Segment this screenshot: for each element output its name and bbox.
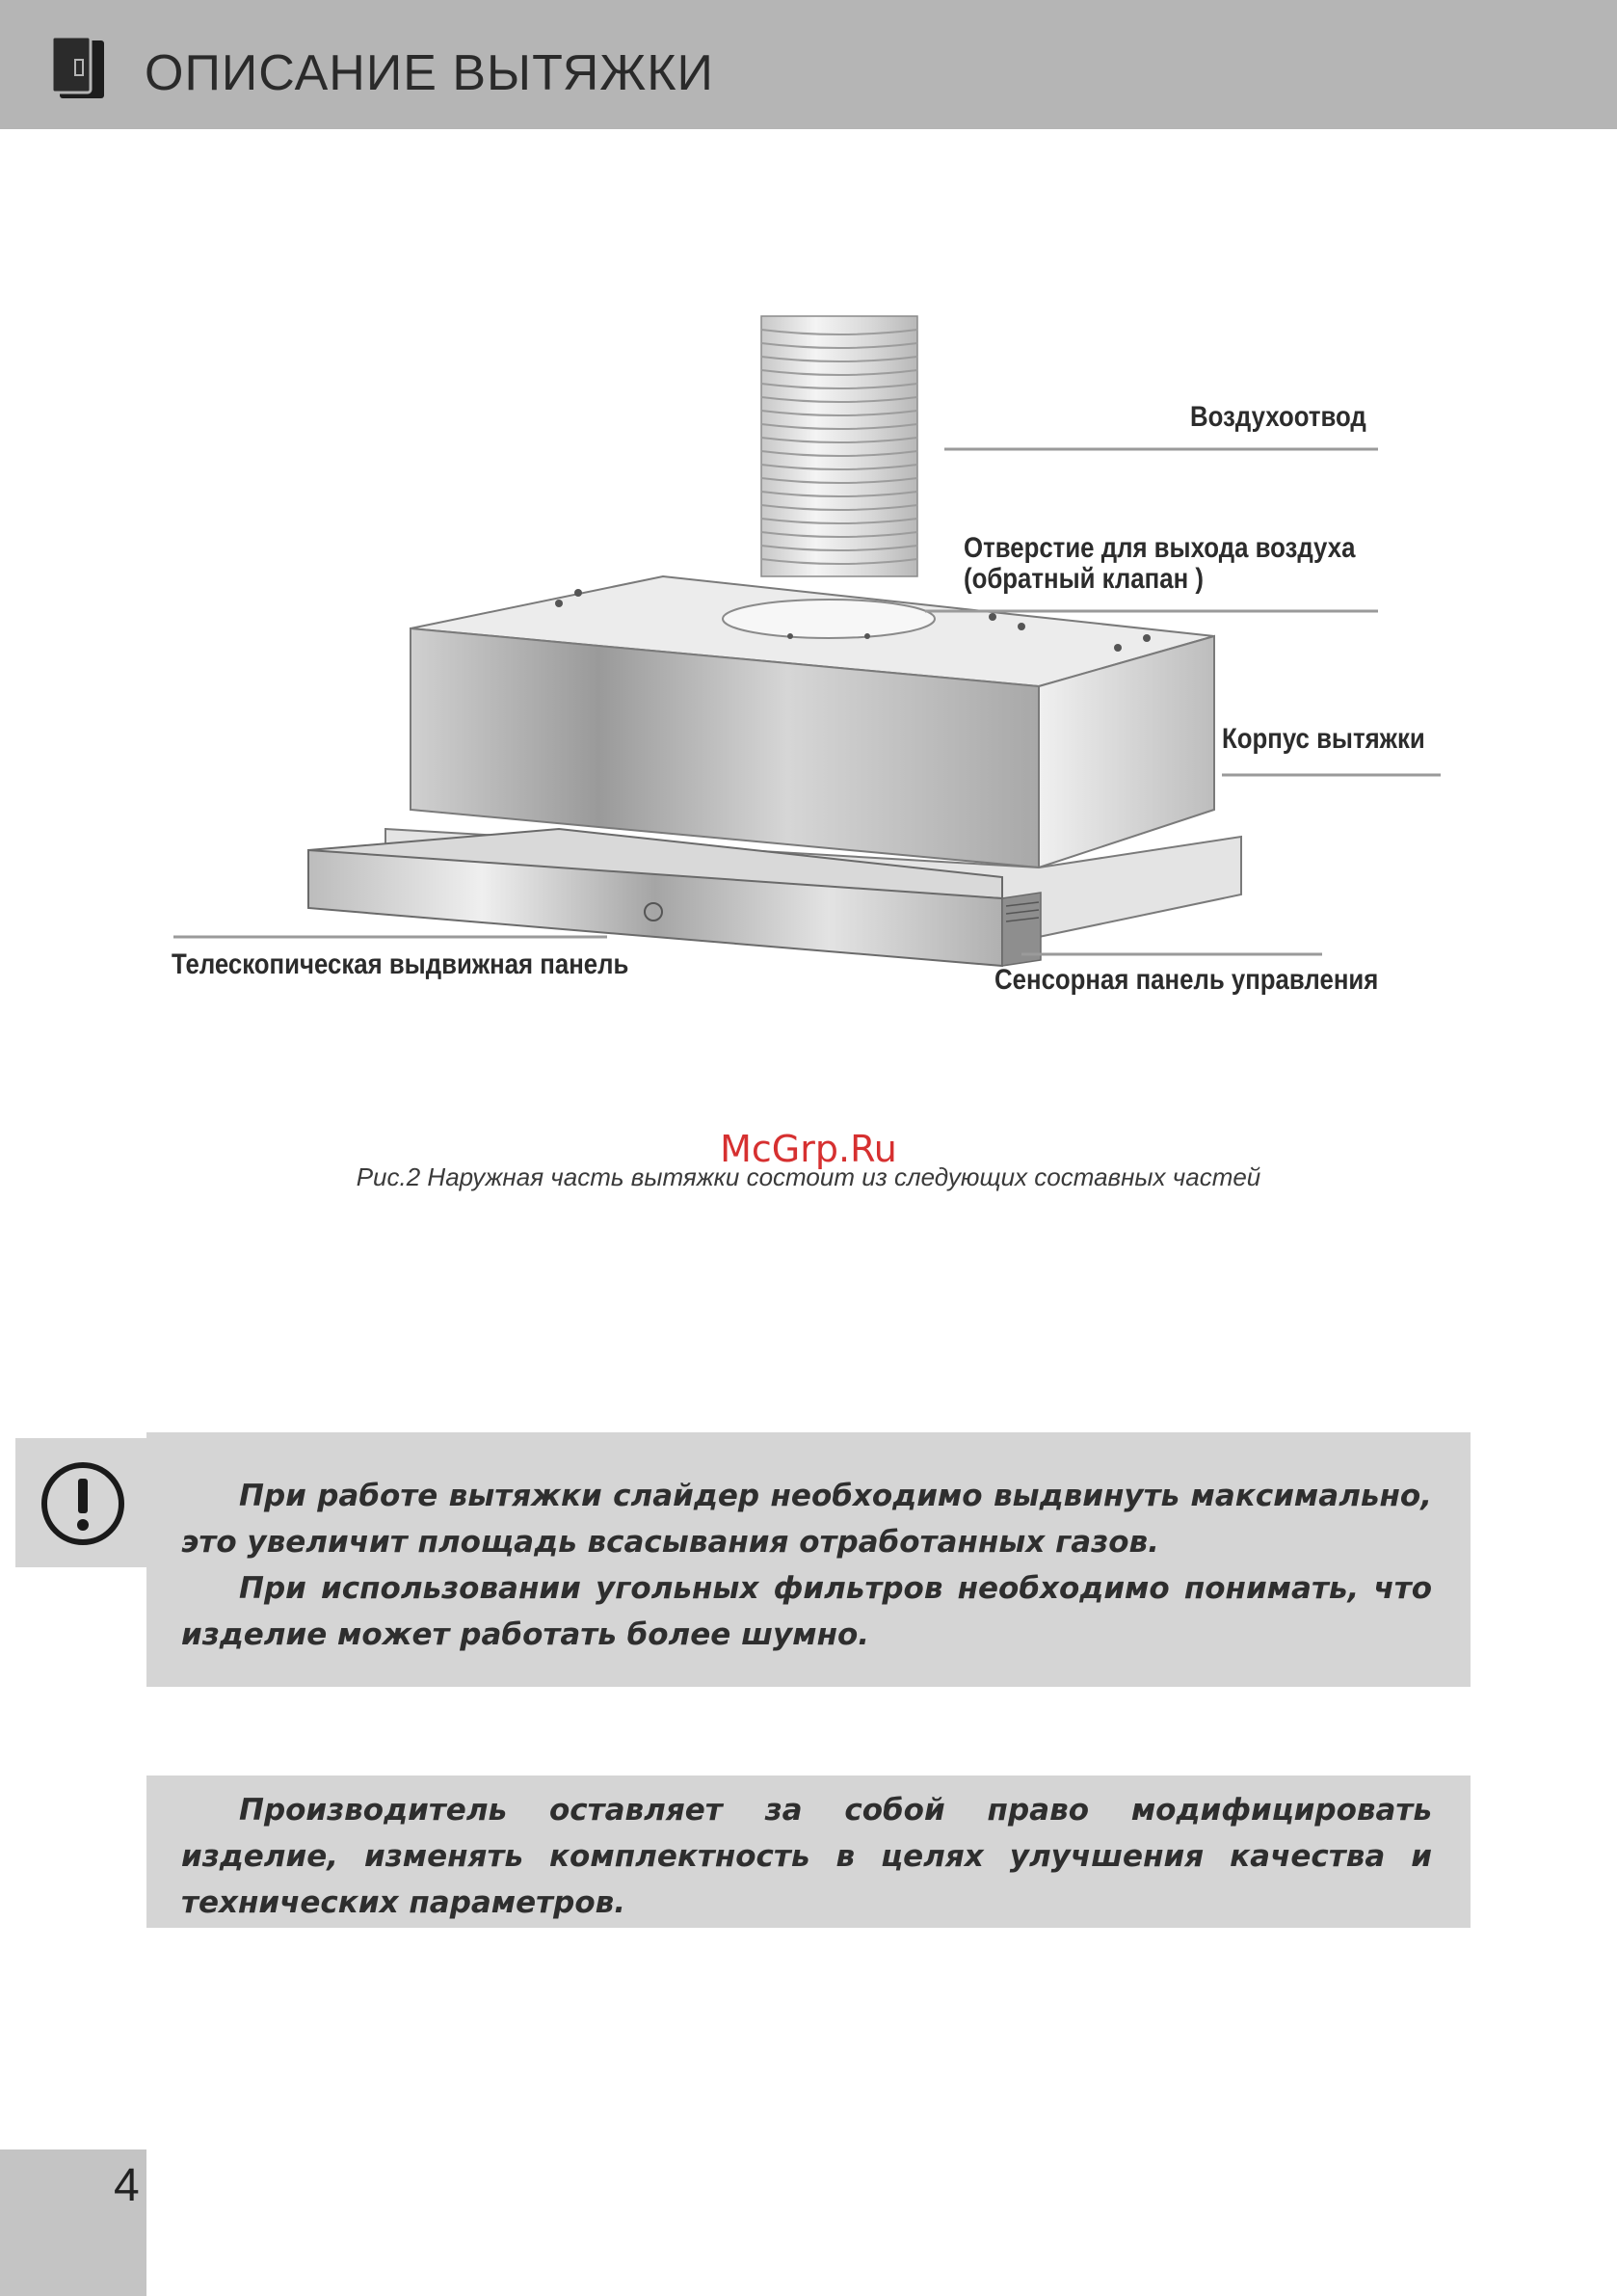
label-air-duct: Воздухоотвод	[1190, 401, 1366, 433]
note-paragraph: При использовании угольных фильтров необходимо понимать, что изделие может работать более шумно.	[181, 1571, 1432, 1652]
air-duct	[761, 316, 917, 576]
hood-diagram	[154, 289, 1484, 1060]
figure-caption: Рис.2 Наружная часть вытяжки состоит из следующих составных частей	[356, 1162, 1261, 1191]
page-title: ОПИСАНИЕ ВЫТЯЖКИ	[145, 45, 714, 101]
label-touch-panel: Сенсорная панель управления	[994, 964, 1379, 996]
label-check-valve: (обратный клапан )	[964, 563, 1204, 595]
manufacturer-note	[146, 1775, 1471, 1928]
watermark: McGrp.Ru	[720, 1128, 897, 1170]
label-telescopic-panel: Телескопическая выдвижная панель	[172, 948, 629, 980]
exclamation-circle-icon	[39, 1459, 127, 1548]
air-outlet	[723, 600, 935, 638]
page-header	[0, 0, 1617, 129]
note-paragraph: При работе вытяжки слайдер необходимо выдвинуть максимально, это увеличит площадь всасывания отработанных газов.	[181, 1479, 1432, 1560]
label-hood-body: Корпус вытяжки	[1222, 723, 1425, 755]
label-air-outlet: Отверстие для выхода воздуха	[964, 532, 1356, 564]
note-paragraph: Производитель оставляет за собой право модифицировать изделие, изменять комплектность в целях улучшения качества и технических параметров.	[181, 1793, 1432, 1920]
book-icon	[50, 35, 112, 102]
warning-note	[146, 1432, 1471, 1687]
page-number: 4	[114, 2160, 140, 2211]
